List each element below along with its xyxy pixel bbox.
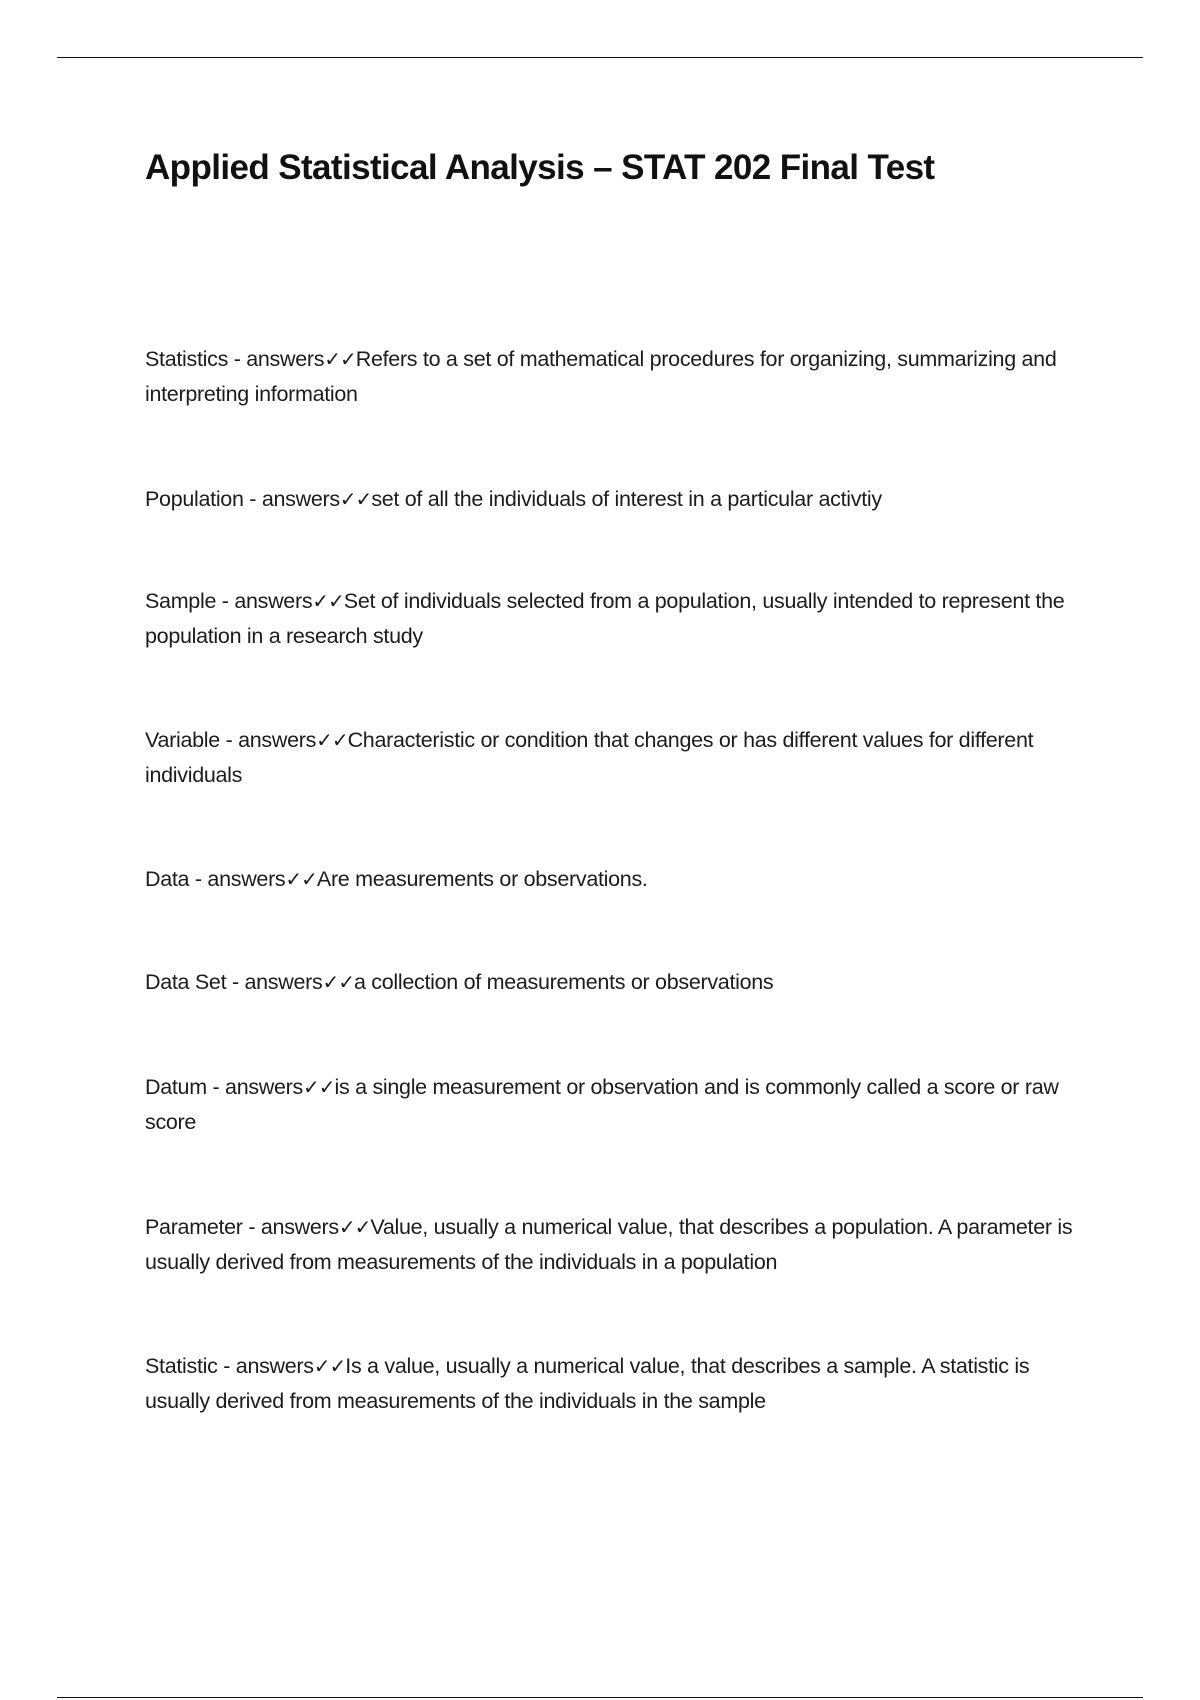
entry-term: Variable [145, 728, 220, 752]
entry-parameter [145, 1210, 1090, 1279]
entry-datum [145, 1070, 1090, 1139]
entry-separator: - answers [226, 970, 323, 994]
entry-sample [145, 584, 1090, 653]
entry-statistics [145, 342, 1090, 411]
check-marks-icon: ✓✓ [322, 970, 354, 994]
entry-separator: - answers [189, 867, 286, 891]
entry-data-set [145, 965, 1090, 1000]
entry-definition: Characteristic or condition that changes or has different values for different individuals [145, 728, 1034, 787]
entry-definition: Value, usually a numerical value, that describes a population. A parameter is usually derived from measurements of the individuals in a population [145, 1215, 1073, 1274]
check-marks-icon: ✓✓ [312, 589, 344, 613]
entry-definition: set of all the individuals of interest in a particular activtiy [371, 487, 882, 511]
check-marks-icon: ✓✓ [316, 728, 348, 752]
entry-statistic [145, 1349, 1090, 1418]
entry-separator: - answers [206, 1075, 303, 1099]
check-marks-icon: ✓✓ [324, 347, 356, 371]
entry-definition: is a single measurement or observation and is commonly called a score or raw score [145, 1075, 1059, 1134]
entry-term: Data [145, 867, 190, 891]
entry-term: Statistics [145, 347, 229, 371]
entry-term: Sample [145, 589, 217, 613]
top-rule [57, 57, 1143, 58]
bottom-rule [57, 1697, 1143, 1698]
entry-variable [145, 723, 1090, 792]
check-marks-icon: ✓✓ [313, 1354, 346, 1378]
entry-term: Data Set [145, 970, 227, 994]
document-title: Applied Statistical Analysis – STAT 202 Final Test [145, 148, 935, 187]
entry-definition: Are measurements or observations. [316, 867, 648, 891]
entry-definition: Refers to a set of mathematical procedures for organizing, summarizing and interpreting information [145, 347, 1057, 406]
entry-term: Population [145, 487, 244, 511]
entry-separator: - answers [219, 728, 317, 752]
entry-definition: Set of individuals selected from a population, usually intended to represent the population in a research study [145, 589, 1065, 648]
entry-separator: - answers [217, 1354, 314, 1378]
check-marks-icon: ✓✓ [285, 867, 317, 891]
entry-definition: a collection of measurements or observations [353, 970, 774, 994]
check-marks-icon: ✓✓ [339, 487, 372, 511]
entry-term: Statistic [145, 1354, 218, 1378]
entry-term: Parameter [145, 1215, 243, 1239]
check-marks-icon: ✓✓ [303, 1075, 335, 1099]
entry-population [145, 482, 1090, 517]
entry-separator: - answers [242, 1215, 339, 1239]
entry-separator: - answers [228, 347, 325, 371]
check-marks-icon: ✓✓ [338, 1215, 371, 1239]
entry-separator: - answers [243, 487, 340, 511]
entry-separator: - answers [216, 589, 313, 613]
entry-definition: Is a value, usually a numerical value, that describes a sample. A statistic is usually derived from measurements of the individuals in the sample [145, 1354, 1030, 1413]
entry-term: Datum [145, 1075, 207, 1099]
entry-data [145, 862, 1090, 897]
